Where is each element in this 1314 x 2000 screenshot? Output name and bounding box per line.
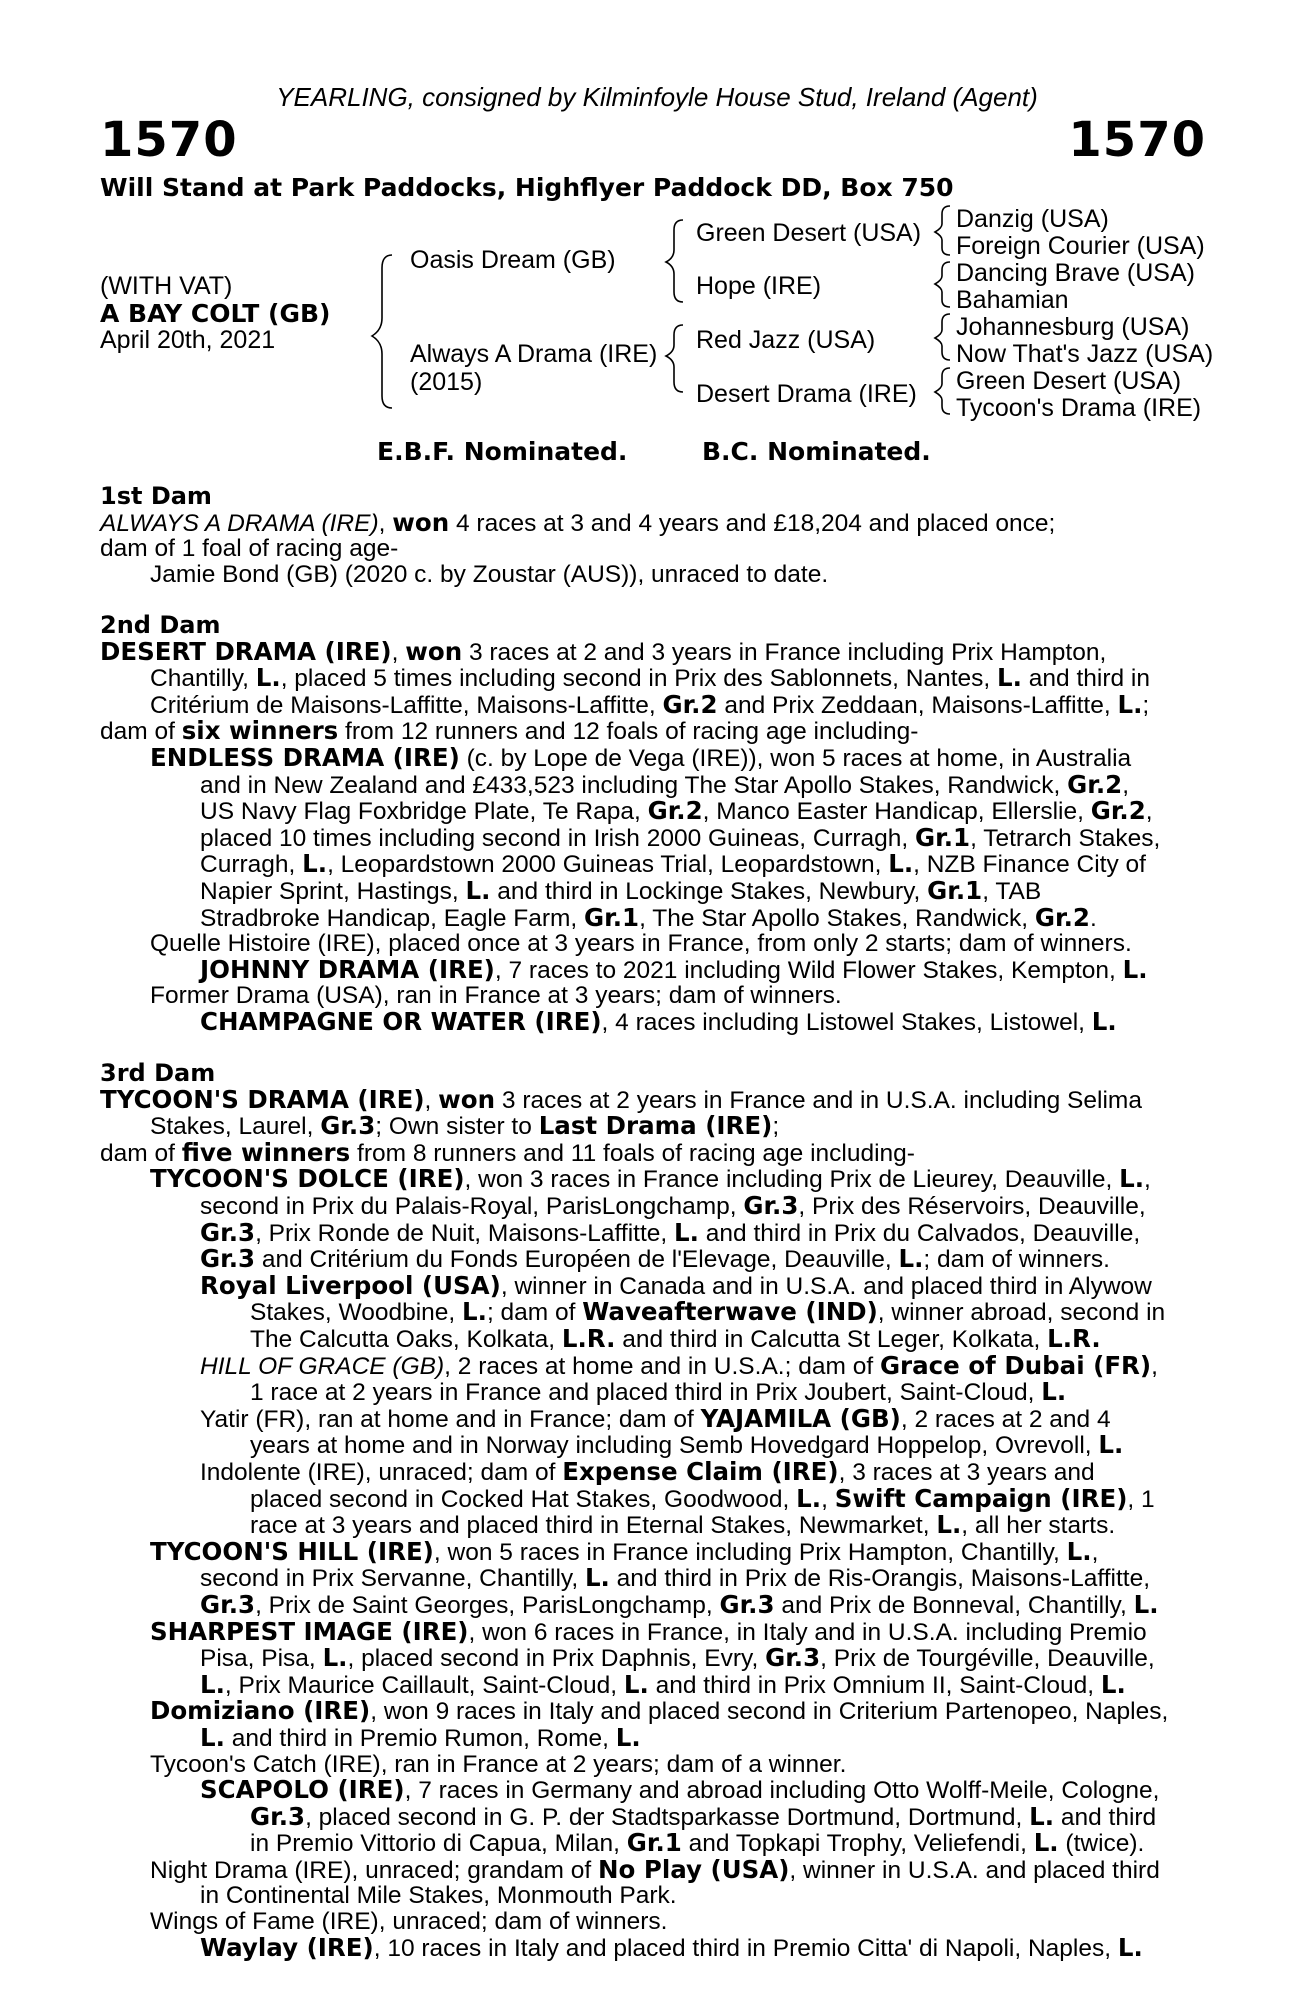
domiziano: Domiziano (IRE), won 9 races in Italy and placed second in Criterium Partenopeo, Naples,: [150, 1696, 1169, 1726]
third-dam-summary: TYCOON'S DRAMA (IRE), won 3 races at 2 years in France and in U.S.A. including Selima: [100, 1084, 1142, 1114]
sire-sire-dam: Foreign Courier (USA): [956, 232, 1205, 260]
dam: Always A Drama (IRE): [410, 340, 658, 368]
dam-sire-sire: Johannesburg (USA): [956, 313, 1190, 341]
former-drama: Former Drama (USA), ran in France at 3 years; dam of winners.: [150, 982, 842, 1010]
tycoons-hill: TYCOON'S HILL (IRE), won 5 races in France including Prix Hampton, Chantilly, L.,: [150, 1536, 1099, 1566]
lot-number-right: 1570: [1068, 112, 1206, 168]
wings-of-fame: Wings of Fame (IRE), unraced; dam of winners.: [150, 1908, 668, 1936]
bc-nomination: B.C. Nominated.: [702, 437, 931, 466]
sire: Oasis Dream (GB): [410, 246, 616, 274]
hill-of-grace: HILL OF GRACE (GB), 2 races at home and in U.S.A.; dam of Grace of Dubai (FR),: [200, 1350, 1158, 1380]
dam-dam-dam: Tycoon's Drama (IRE): [956, 394, 1202, 422]
yatir: Yatir (FR), ran at home and in France; dam of YAJAMILA (GB), 2 races at 2 and 4: [200, 1403, 1111, 1433]
lot-number-left: 1570: [100, 112, 238, 168]
second-dam-heading: 2nd Dam: [100, 610, 221, 639]
sire-dam-dam: Bahamian: [956, 286, 1069, 314]
dam-dam: Desert Drama (IRE): [696, 380, 917, 408]
waylay: Waylay (IRE), 10 races in Italy and placed third in Premio Citta' di Napoli, Naples, L.: [200, 1932, 1143, 1962]
endless-drama: ENDLESS DRAMA (IRE) (c. by Lope de Vega (IRE)), won 5 races at home, in Australia: [150, 742, 1132, 772]
quelle-histoire: Quelle Histoire (IRE), placed once at 3 years in France, from only 2 starts; dam of winners.: [150, 930, 1132, 958]
date-of-birth: April 20th, 2021: [100, 326, 276, 354]
dam-sire: Red Jazz (USA): [696, 326, 876, 354]
catalogue-body: 1st Dam ALWAYS A DRAMA (IRE), won 4 races at 3 and 4 years and £18,204 and placed once; dam of 1 foal of racing age- Jamie Bond (GB) (2020 c. by Zoustar (AUS)), unraced to date. 2nd Dam DESERT DRAMA (IRE), won 3 races at 2 and 3 years in France including Prix Hampton, Chantilly, L., placed 5 times including second in Prix des Sablonnets, Nantes, L. and third in Critérium de Maisons-Laffitte, Maisons-Laffitte, Gr.2 and Prix Zeddaan, Maisons-Laffitte, L.; dam of six winners from 12 runners and 12 foals of racing age including- ENDLESS DRAMA (IRE) (c. by Lope de Vega (IRE)), won 5 races at home, in Australia and in New Zealand and £433,523 including The Star Apollo Stakes, Randwick, Gr.2, US Navy Flag Foxbridge Plate, Te Rapa, Gr.2, Manco Easter Handicap, Ellerslie, Gr.2, placed 10 times including second in Irish 2000 Guineas, Curragh, Gr.1, Tetrarch Stakes, Curragh, L., Leopardstown 2000 Guineas Trial, Leopardstown, L., NZB Finance City of Napier Sprint, Hastings, L. and third in Lockinge Stakes, Newbury, Gr.1, TAB Stradbroke Handicap, Eagle Farm, Gr.1, The Star Apollo Stakes, Randwick, Gr.2. Quelle Histoire (IRE), placed once at 3 years in France, from only 2 starts; dam of winners. JOHNNY DRAMA (IRE), 7 races to 2021 including Wild Flower Stakes, Kempton, L. Former Drama (USA), ran in France at 3 years; dam of winners. CHAMPAGNE OR WATER (IRE), 4 races including Listowel Stakes, Listowel, L. 3rd Dam TYCOON'S DRAMA (IRE), won 3 races at 2 years in France and in U.S.A. including Selima Stakes, Laurel, Gr.3; Own sister to Last Drama (IRE); dam of five winners from 8 runners and 11 foals of racing age including- TYCOON'S DOLCE (IRE), won 3 races in France including Prix de Lieurey, Deauville, L., second in Prix du Palais-Royal, ParisLongchamp, Gr.3, Prix des Réservoirs, Deauville, Gr.3, Prix Ronde de Nuit, Maisons-Laffitte, L. and third in Prix du Calvados, Deauville, Gr.3 and Critérium du Fonds Européen de l'Elevage, Deauville, L.; dam of winners. Royal Liverpool (USA), winner in Canada and in U.S.A. and placed third in Alywow Stakes, Woodbine, L.; dam of Waveafterwave (IND), winner abroad, second in The Calcutta Oaks, Kolkata, L.R. and third in Calcutta St Leger, Kolkata, L.R. HILL OF GRACE (GB), 2 races at home and in U.S.A.; dam of Grace of Dubai (FR), 1 race at 2 years in France and placed third in Prix Joubert, Saint-Cloud, L. Yatir (FR), ran at home and in France; dam of YAJAMILA (GB), 2 races at 2 and 4 years at home and in Norway including Semb Hovedgard Hoppelop, Ovrevoll, L. Indolente (IRE), unraced; dam of Expense Claim (IRE), 3 races at 3 years and placed second in Cocked Hat Stakes, Goodwood, L., Swift Campaign (IRE), 1 race at 3 years and placed third in Eternal Stakes, Newmarket, L., all her starts. TYCOON'S HILL (IRE), won 5 races in France including Prix Hampton, Chantilly, L., second in Prix Servanne, Chantilly, L. and third in Prix de Ris-Orangis, Maisons-Laffitte, Gr.3, Prix de Saint Georges, ParisLongchamp, Gr.3 and Prix de Bonneval, Chantilly, L. SHARPEST IMAGE (IRE), won 6 races in France, in Italy and in U.S.A. including Premio Pisa, Pisa, L., placed second in Prix Daphnis, Evry, Gr.3, Prix de Tourgéville, Deauville, L., Prix Maurice Caillault, Saint-Cloud, L. and third in Prix Omnium II, Saint-Cloud, L. Domiziano (IRE), won 9 races in Italy and placed second in Criterium Partenopeo, Naples, L. and third in Premio Rumon, Rome, L. Tycoon's Catch (IRE), ran in France at 2 years; dam of a winner. SCAPOLO (IRE), 7 races in Germany and abroad including Otto Wolff-Meile, Cologne, Gr.3, placed second in G. P. der Stadtsparkasse Dortmund, Dortmund, L. and third in Premio Vittorio di Capua, Milan, Gr.1 and Topkapi Trophy, Veliefendi, L. (twice). Night Drama (IRE), unraced; grandam of No Play (USA), winner in U.S.A. and placed third in Continental Mile Stakes, Monmouth Park. Wings of Fame (IRE), unraced; dam of winners. Waylay (IRE), 10 races in Italy and placed third in Premio Citta' di Napoli, Naples, L.: [100, 484, 1210, 1961]
dam-year: (2015): [410, 368, 483, 396]
tycoons-catch: Tycoon's Catch (IRE), ran in France at 2 years; dam of a winner.: [150, 1750, 847, 1778]
third-dam-heading: 3rd Dam: [100, 1059, 216, 1088]
sire-dam: Hope (IRE): [696, 272, 822, 300]
champagne-or-water: CHAMPAGNE OR WATER (IRE), 4 races including Listowel Stakes, Listowel, L.: [200, 1006, 1117, 1036]
tycoons-dolce: TYCOON'S DOLCE (IRE), won 3 races in France including Prix de Lieurey, Deauville, L.,: [150, 1164, 1151, 1194]
royal-liverpool: Royal Liverpool (USA), winner in Canada and in U.S.A. and placed third in Alywow: [200, 1270, 1152, 1300]
night-drama: Night Drama (IRE), unraced; grandam of No Play (USA), winner in U.S.A. and placed third: [150, 1854, 1160, 1884]
dam-dam-sire: Green Desert (USA): [956, 367, 1182, 395]
first-dam-produce-intro: dam of 1 foal of racing age-: [100, 535, 399, 563]
consignor-line: YEARLING, consigned by Kilminfoyle House Stud, Ireland (Agent): [276, 82, 1038, 112]
sire-sire-sire: Danzig (USA): [956, 205, 1109, 233]
sire-sire: Green Desert (USA): [696, 219, 922, 247]
first-dam-produce: Jamie Bond (GB) (2020 c. by Zoustar (AUS)), unraced to date.: [150, 560, 829, 588]
sire-dam-sire: Dancing Brave (USA): [956, 259, 1195, 287]
horse-name: A BAY COLT (GB): [100, 299, 331, 328]
vat-note: (WITH VAT): [100, 272, 233, 300]
johnny-drama: JOHNNY DRAMA (IRE), 7 races to 2021 including Wild Flower Stakes, Kempton, L.: [200, 954, 1148, 984]
first-dam-summary: ALWAYS A DRAMA (IRE), won 4 races at 3 and 4 years and £18,204 and placed once;: [100, 507, 1056, 537]
dam-sire-dam: Now That's Jazz (USA): [956, 340, 1214, 368]
first-dam-heading: 1st Dam: [100, 482, 212, 510]
sharpest-image: SHARPEST IMAGE (IRE), won 6 races in France, in Italy and in U.S.A. including Premio: [150, 1616, 1147, 1646]
second-dam-summary: DESERT DRAMA (IRE), won 3 races at 2 and 3 years in France including Prix Hampton,: [100, 636, 1107, 666]
scapolo: SCAPOLO (IRE), 7 races in Germany and abroad including Otto Wolff-Meile, Cologne,: [200, 1775, 1160, 1805]
ebf-nomination: E.B.F. Nominated.: [377, 437, 628, 466]
indolente: Indolente (IRE), unraced; dam of Expense Claim (IRE), 3 races at 3 years and: [200, 1456, 1095, 1486]
stand-location: Will Stand at Park Paddocks, Highflyer Paddock DD, Box 750: [100, 173, 954, 202]
